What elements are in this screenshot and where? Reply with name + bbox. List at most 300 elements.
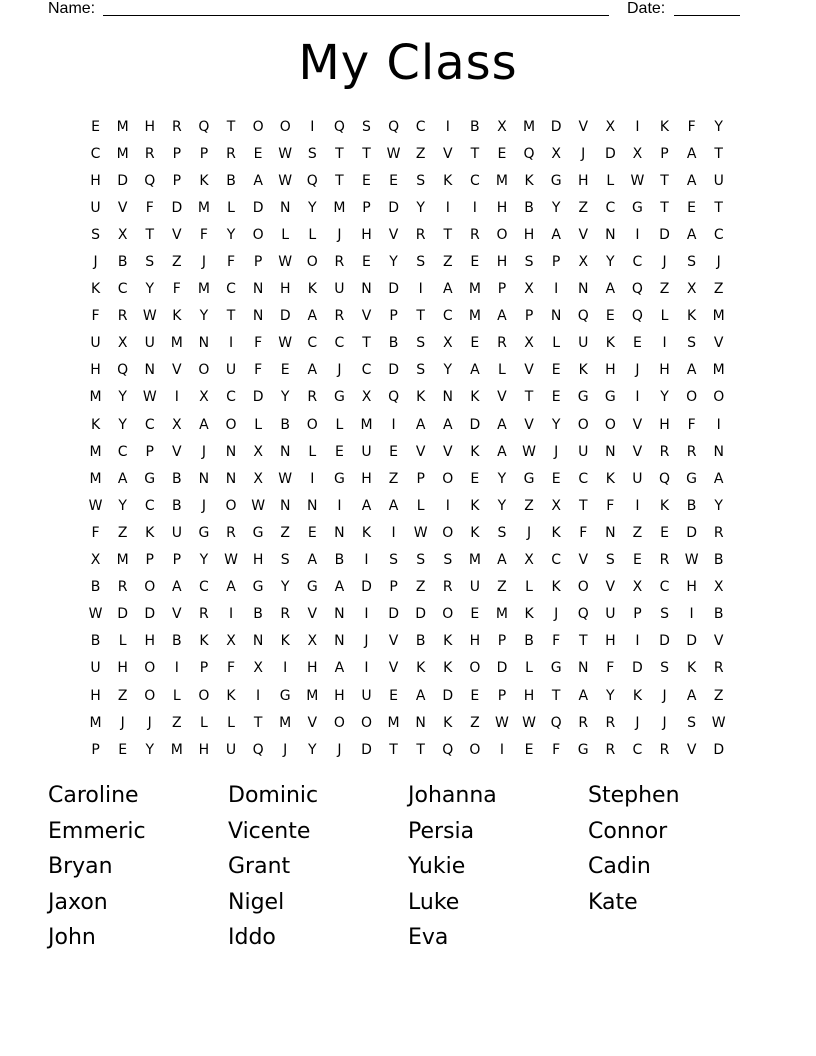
grid-letter: A (415, 416, 426, 433)
grid-letter: P (524, 308, 534, 325)
grid-letter: X (578, 254, 589, 271)
word-list-item: Dominic (228, 783, 319, 808)
grid-letter: F (254, 335, 263, 352)
word-list-item: John (48, 925, 96, 950)
grid-letter: P (497, 281, 507, 298)
grid-letter: K (605, 470, 615, 487)
grid-letter: J (662, 714, 667, 731)
grid-letter: I (174, 389, 179, 406)
grid-letter: L (227, 199, 235, 216)
grid-letter: F (254, 362, 263, 379)
grid-letter: M (495, 172, 508, 189)
grid-letter: A (686, 226, 697, 243)
grid-letter: R (280, 606, 291, 623)
grid-letter: T (578, 497, 588, 514)
grid-letter: A (497, 552, 507, 569)
grid-letter: H (605, 633, 616, 650)
grid-letter: M (170, 741, 183, 758)
grid-letter: S (416, 362, 426, 379)
grid-letter: V (713, 335, 724, 352)
grid-letter: E (660, 524, 669, 541)
grid-letter: R (686, 443, 697, 460)
grid-letter: C (307, 335, 318, 352)
grid-letter: K (659, 118, 670, 135)
word-list-item: Cadin (588, 854, 651, 879)
grid-letter: S (389, 552, 399, 569)
grid-letter: H (198, 741, 210, 758)
grid-letter: O (306, 254, 318, 271)
grid-letter: O (225, 416, 237, 433)
grid-letter: N (252, 308, 264, 325)
grid-letter: P (362, 199, 371, 216)
grid-letter: E (605, 308, 615, 325)
grid-letter: V (578, 226, 589, 243)
grid-letter: F (226, 254, 236, 271)
grid-letter: E (470, 606, 480, 623)
grid-letter: Z (280, 524, 290, 541)
grid-letter: D (496, 660, 508, 677)
grid-letter: U (171, 524, 182, 541)
grid-letter: C (144, 497, 155, 514)
grid-letter: O (604, 416, 616, 433)
grid-letter: B (90, 633, 101, 650)
grid-letter: N (334, 524, 345, 541)
grid-letter: D (388, 606, 399, 623)
grid-letter: I (472, 199, 477, 216)
grid-letter: G (577, 741, 589, 758)
grid-letter: M (712, 362, 725, 379)
grid-letter: T (416, 308, 425, 325)
grid-letter: Q (442, 741, 454, 758)
grid-letter: Z (415, 579, 426, 596)
grid-letter: X (307, 633, 318, 650)
grid-letter: S (660, 606, 669, 623)
grid-letter: U (578, 443, 589, 460)
grid-letter: H (659, 416, 670, 433)
grid-letter: O (469, 660, 481, 677)
grid-letter: V (524, 362, 534, 379)
grid-letter: M (116, 552, 129, 569)
grid-letter: M (279, 714, 292, 731)
grid-letter: S (687, 254, 697, 271)
grid-letter: H (523, 687, 535, 704)
grid-letter: H (496, 254, 508, 271)
name-blank-line (103, 15, 609, 16)
grid-letter: Z (578, 199, 589, 216)
grid-letter: C (605, 199, 616, 216)
grid-letter: F (226, 660, 236, 677)
grid-letter: Y (714, 118, 723, 135)
grid-letter: S (416, 254, 426, 271)
grid-letter: S (605, 552, 615, 569)
grid-letter: W (630, 172, 645, 189)
grid-letter: A (686, 687, 697, 704)
grid-letter: C (90, 145, 101, 162)
word-list-item: Nigel (228, 889, 285, 915)
grid-letter: Y (443, 362, 453, 379)
grid-letter: G (144, 470, 156, 487)
grid-letter: A (172, 579, 182, 596)
grid-letter: L (498, 362, 506, 379)
word-list-item: Grant (228, 854, 291, 879)
grid-letter: W (413, 524, 428, 541)
grid-letter: W (278, 335, 293, 352)
grid-letter: E (280, 362, 290, 379)
grid-letter: H (144, 633, 155, 650)
grid-letter: V (578, 552, 589, 569)
grid-letter: A (361, 497, 372, 514)
grid-letter: Z (172, 714, 182, 731)
grid-letter: X (253, 660, 263, 677)
grid-letter: E (118, 741, 128, 758)
grid-letter: A (307, 308, 318, 325)
grid-letter: S (687, 335, 697, 352)
grid-letter: I (391, 416, 396, 433)
grid-letter: T (578, 633, 588, 650)
grid-letter: A (551, 226, 561, 243)
grid-letter: A (307, 552, 318, 569)
grid-letter: J (581, 145, 586, 162)
word-list-item: Luke (408, 889, 460, 915)
grid-letter: R (605, 714, 616, 731)
name-label: Name: (48, 0, 96, 17)
grid-letter: O (144, 660, 156, 677)
grid-letter: D (361, 579, 372, 596)
grid-letter: L (660, 308, 669, 325)
grid-letter: T (145, 226, 155, 243)
grid-letter: W (88, 606, 103, 623)
page-title: My Class (298, 35, 518, 91)
grid-letter: V (442, 443, 453, 460)
grid-letter: A (713, 470, 724, 487)
grid-letter: R (605, 741, 616, 758)
grid-letter: U (361, 443, 372, 460)
grid-letter: I (310, 470, 315, 487)
grid-letter: D (632, 660, 643, 677)
grid-letter: N (307, 497, 318, 514)
grid-letter: Q (631, 281, 643, 298)
grid-letter: T (660, 172, 669, 189)
grid-letter: K (226, 687, 236, 704)
grid-letter: B (524, 633, 534, 650)
grid-letter: Q (333, 118, 345, 135)
grid-letter: M (333, 199, 346, 216)
grid-letter: D (659, 226, 670, 243)
grid-letter: Z (524, 497, 534, 514)
grid-letter: M (170, 335, 183, 352)
grid-letter: H (686, 579, 697, 596)
grid-letter: H (90, 687, 101, 704)
grid-letter: Y (145, 281, 155, 298)
grid-letter: V (388, 633, 399, 650)
grid-letter: B (415, 633, 426, 650)
grid-letter: T (335, 145, 344, 162)
grid-letter: W (522, 443, 536, 460)
grid-letter: T (524, 389, 534, 406)
grid-letter: R (307, 389, 318, 406)
grid-letter: D (171, 199, 183, 216)
grid-letter: F (91, 524, 100, 541)
grid-letter: B (686, 497, 697, 514)
grid-letter: C (713, 226, 724, 243)
grid-letter: D (388, 281, 399, 298)
grid-letter: V (172, 443, 182, 460)
grid-letter: M (523, 118, 536, 135)
grid-letter: K (416, 660, 426, 677)
grid-letter: J (337, 741, 342, 758)
grid-letter: I (635, 389, 640, 406)
grid-letter: K (199, 172, 209, 189)
grid-letter: R (659, 741, 670, 758)
grid-letter: N (605, 226, 616, 243)
grid-letter: D (686, 524, 697, 541)
grid-letter: V (497, 389, 507, 406)
word-list-item: Kate (588, 889, 638, 915)
grid-letter: D (415, 606, 427, 623)
grid-letter: V (388, 226, 399, 243)
grid-letter: X (253, 443, 263, 460)
grid-letter: N (225, 470, 237, 487)
grid-letter: P (91, 741, 100, 758)
grid-letter: K (470, 497, 480, 514)
grid-letter: G (523, 470, 535, 487)
grid-letter: L (172, 687, 181, 704)
grid-letter: H (279, 281, 291, 298)
grid-letter: K (443, 714, 453, 731)
grid-letter: U (144, 335, 155, 352)
grid-letter: P (660, 145, 669, 162)
grid-letter: M (468, 552, 481, 569)
grid-letter: E (253, 145, 263, 162)
grid-letter: E (362, 172, 371, 189)
grid-letter: S (416, 552, 426, 569)
grid-letter: G (198, 524, 210, 541)
grid-letter: M (89, 443, 102, 460)
grid-letter: P (497, 633, 507, 650)
grid-letter: J (201, 443, 206, 460)
grid-letter: V (388, 660, 399, 677)
grid-letter: E (334, 443, 344, 460)
grid-letter: Y (280, 389, 290, 406)
grid-letter: J (201, 497, 206, 514)
grid-letter: C (632, 254, 643, 271)
grid-letter: G (333, 389, 345, 406)
grid-letter: O (144, 687, 156, 704)
grid-letter: U (578, 335, 589, 352)
grid-letter: E (497, 145, 507, 162)
grid-letter: F (91, 308, 100, 325)
grid-letter: V (172, 606, 182, 623)
grid-letter: O (333, 714, 345, 731)
grid-letter: E (389, 687, 398, 704)
grid-letter: B (524, 199, 534, 216)
grid-letter: D (144, 606, 156, 623)
grid-letter: D (713, 741, 725, 758)
grid-letter: S (524, 254, 534, 271)
grid-letter: D (361, 741, 372, 758)
grid-letter: K (172, 308, 182, 325)
grid-letter: E (470, 254, 480, 271)
grid-letter: J (554, 606, 559, 623)
grid-letter: Y (497, 470, 507, 487)
grid-letter: C (226, 281, 236, 298)
grid-letter: A (686, 362, 697, 379)
grid-letter: O (198, 687, 210, 704)
grid-letter: M (360, 416, 373, 433)
grid-letter: Z (713, 687, 724, 704)
grid-letter: W (278, 470, 293, 487)
grid-letter: I (554, 281, 559, 298)
grid-letter: B (280, 416, 290, 433)
grid-letter: S (145, 254, 155, 271)
grid-letter: B (388, 335, 399, 352)
grid-letter: O (469, 741, 481, 758)
grid-letter: N (279, 199, 291, 216)
grid-letter: V (578, 118, 589, 135)
grid-letter: T (470, 145, 480, 162)
grid-letter: T (389, 741, 398, 758)
grid-letter: G (686, 470, 698, 487)
grid-letter: W (522, 714, 536, 731)
grid-letter: F (687, 416, 696, 433)
grid-letter: E (470, 335, 480, 352)
grid-letter: H (307, 660, 318, 677)
grid-letter: K (687, 308, 697, 325)
grid-letter: Z (117, 524, 128, 541)
grid-letter: I (635, 633, 640, 650)
grid-letter: G (550, 660, 562, 677)
grid-letter: N (334, 606, 345, 623)
grid-letter: B (90, 579, 101, 596)
grid-letter: Q (117, 362, 129, 379)
grid-letter: G (577, 389, 589, 406)
grid-letter: G (252, 524, 264, 541)
grid-letter: A (686, 145, 697, 162)
grid-letter: Y (145, 741, 155, 758)
grid-letter: V (307, 606, 318, 623)
grid-letter: K (687, 660, 697, 677)
grid-letter: V (172, 226, 182, 243)
grid-letter: K (199, 633, 209, 650)
grid-letter: C (469, 172, 480, 189)
grid-letter: X (524, 552, 534, 569)
grid-letter: T (226, 308, 236, 325)
grid-letter: M (712, 308, 725, 325)
grid-letter: Q (252, 741, 264, 758)
grid-letter: A (497, 443, 507, 460)
grid-letter: I (445, 118, 450, 135)
grid-letter: R (334, 254, 345, 271)
grid-letter: G (333, 470, 345, 487)
grid-letter: K (470, 524, 480, 541)
grid-letter: E (389, 172, 398, 189)
grid-letter: N (334, 633, 345, 650)
grid-letter: K (90, 416, 101, 433)
grid-letter: X (172, 416, 182, 433)
grid-letter: C (117, 443, 128, 460)
grid-letter: G (279, 687, 291, 704)
grid-letter: J (337, 226, 342, 243)
grid-letter: P (253, 254, 263, 271)
grid-letter: A (470, 362, 480, 379)
grid-letter: K (443, 633, 453, 650)
grid-letter: H (496, 199, 508, 216)
grid-letter: J (635, 362, 640, 379)
grid-letter: X (442, 335, 453, 352)
grid-letter: Z (117, 687, 128, 704)
grid-letter: N (550, 308, 562, 325)
grid-letter: Q (198, 118, 210, 135)
grid-letter: W (386, 145, 401, 162)
grid-letter: W (251, 497, 266, 514)
word-list-item: Emmeric (48, 818, 146, 844)
word-list-item: Vicente (228, 818, 311, 844)
grid-letter: X (713, 579, 724, 596)
grid-letter: H (605, 362, 616, 379)
grid-letter: T (551, 687, 561, 704)
grid-letter: P (172, 145, 182, 162)
grid-letter: T (362, 335, 371, 352)
grid-letter: G (252, 579, 264, 596)
grid-letter: H (523, 226, 535, 243)
grid-letter: D (388, 362, 399, 379)
grid-letter: T (660, 199, 669, 216)
grid-letter: N (198, 335, 210, 352)
grid-letter: S (660, 660, 669, 677)
grid-letter: M (495, 606, 508, 623)
grid-letter: K (280, 633, 290, 650)
grid-letter: K (605, 335, 615, 352)
grid-letter: R (171, 118, 182, 135)
grid-letter: I (364, 606, 369, 623)
grid-letter: E (470, 470, 480, 487)
grid-letter: K (551, 524, 561, 541)
grid-letter: P (389, 308, 398, 325)
grid-letter: Z (172, 254, 182, 271)
grid-letter: V (605, 579, 616, 596)
grid-letter: J (337, 362, 342, 379)
grid-letter: D (117, 606, 129, 623)
grid-letter: I (337, 497, 342, 514)
grid-letter: K (443, 660, 453, 677)
date-blank-line (674, 15, 740, 16)
grid-letter: J (716, 254, 721, 271)
grid-letter: K (659, 497, 670, 514)
grid-letter: F (606, 497, 615, 514)
grid-letter: S (91, 226, 100, 243)
grid-letter: V (686, 741, 697, 758)
grid-letter: N (577, 660, 589, 677)
grid-letter: I (662, 335, 667, 352)
grid-letter: M (306, 687, 319, 704)
grid-letter: O (442, 470, 454, 487)
grid-letter: D (550, 118, 562, 135)
grid-letter: D (659, 633, 670, 650)
grid-letter: B (713, 552, 724, 569)
grid-letter: K (145, 524, 155, 541)
grid-letter: R (469, 226, 480, 243)
grid-letter: I (445, 199, 450, 216)
grid-letter: I (418, 281, 423, 298)
grid-letter: X (605, 118, 616, 135)
grid-letter: S (416, 335, 426, 352)
grid-letter: J (662, 687, 667, 704)
grid-letter: O (279, 118, 291, 135)
grid-letter: O (577, 416, 589, 433)
word-list-item: Iddo (228, 925, 276, 950)
word-list-item: Bryan (48, 854, 113, 879)
grid-letter: I (228, 606, 234, 623)
